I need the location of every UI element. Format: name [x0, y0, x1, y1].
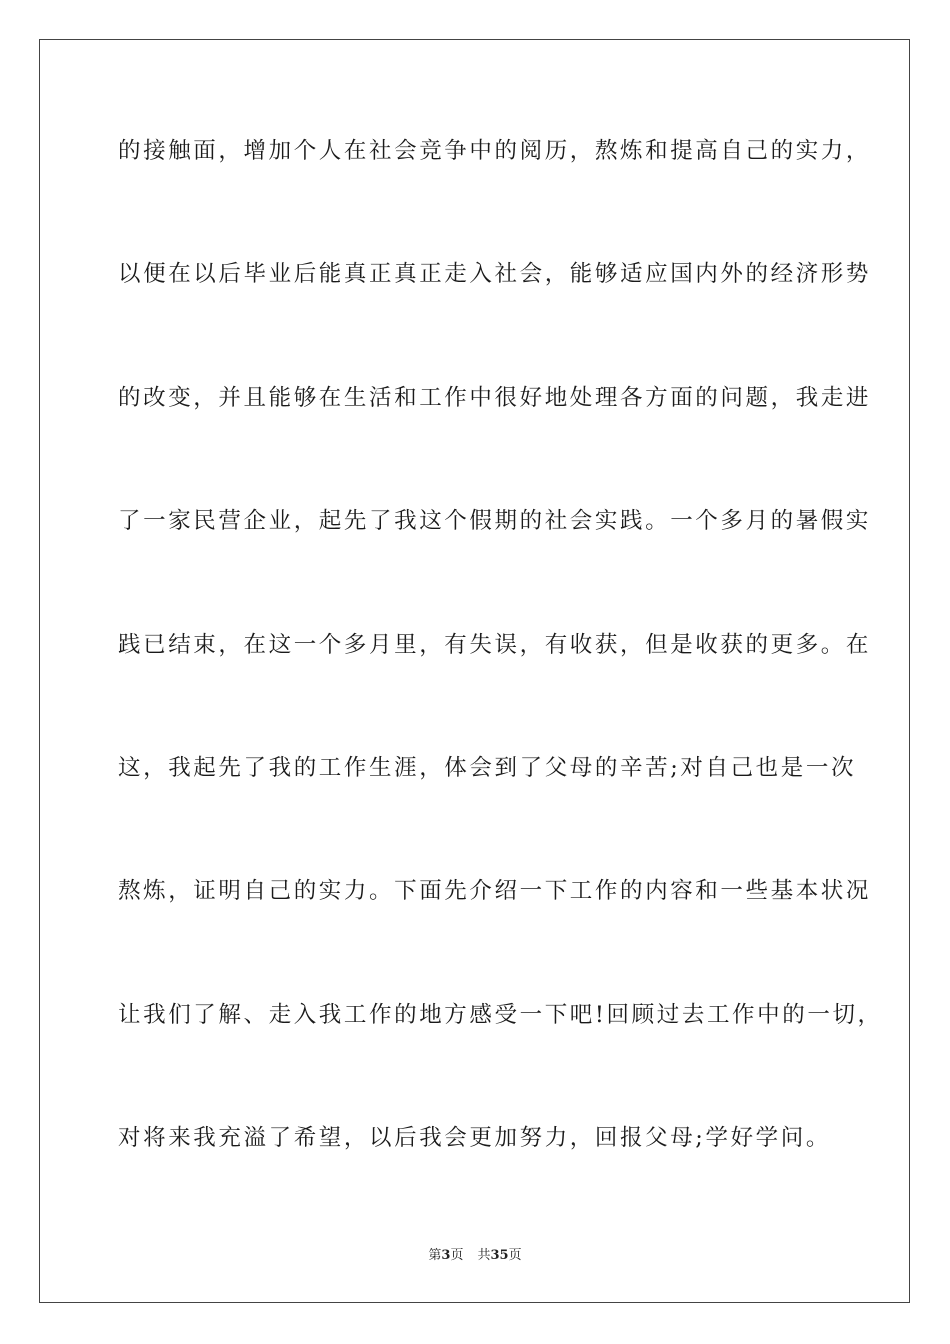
- total-suffix: 页: [508, 1248, 522, 1263]
- text-line: 的接触面，增加个人在社会竞争中的阅历，熬炼和提高自己的实力，: [118, 138, 872, 164]
- page-prefix: 第: [428, 1248, 442, 1263]
- page-number: 3: [441, 1248, 451, 1263]
- document-body: [118, 120, 883, 1231]
- text-line: 让我们了解、走入我工作的地方感受一下吧!回顾过去工作中的一切，: [118, 1001, 883, 1028]
- text-line: 以便在以后毕业后能真正真正走入社会，能够适应国内外的经济形势: [118, 261, 872, 288]
- text-line: 的改变，并且能够在生活和工作中很好地处理各方面的问题，我走进: [118, 384, 872, 411]
- text-line: 对将来我充溢了希望，以后我会更加努力，回报父母;学好学问。: [118, 1125, 831, 1152]
- text-line: 践已结束，在这一个多月里，有失误，有收获，但是收获的更多。在: [118, 631, 872, 658]
- text-line: 了一家民营企业，起先了我这个假期的社会实践。一个多月的暑假实: [118, 508, 872, 535]
- total-prefix: 共: [477, 1248, 491, 1263]
- page-suffix: 页: [450, 1248, 464, 1263]
- page-footer: [0, 1247, 950, 1265]
- total-pages: 35: [490, 1248, 509, 1263]
- text-line: 熬炼，证明自己的实力。下面先介绍一下工作的内容和一些基本状况: [118, 878, 872, 905]
- text-line: 这，我起先了我的工作生涯，体会到了父母的辛苦;对自己也是一次: [118, 754, 857, 781]
